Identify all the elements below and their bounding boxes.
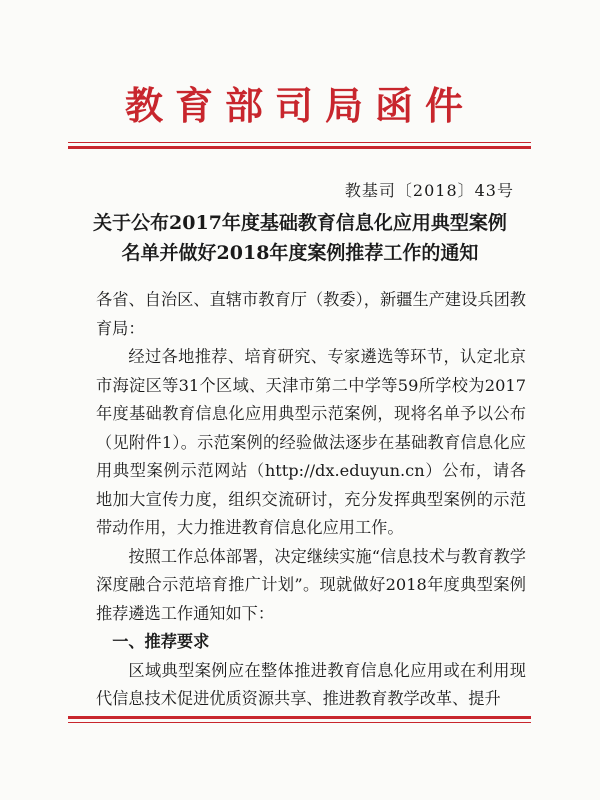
letterhead-rule-thin (68, 142, 531, 143)
letterhead-title: 教育部司局函件 (124, 83, 475, 128)
paragraph-2: 按照工作总体部署，决定继续实施“信息技术与教育教学深度融合示范培育推广计划”。现就做好2018年度典型案例推荐遴选工作通知如下： (96, 546, 526, 623)
paragraph-3: 区域典型案例应在整体推进教育信息化应用或在利用现代信息技术促进优质资源共享、推进教育教学改革、提升 (96, 660, 526, 708)
section-heading-1: 一、推荐要求 (112, 632, 210, 651)
document-number: 教基司〔2018〕43号 (344, 181, 514, 200)
document-title-line-2: 名单并做好2018年度案例推荐工作的通知 (121, 242, 479, 264)
document-body (96, 286, 526, 714)
paragraph-1: 经过各地推荐、培育研究、专家遴选等环节，认定北京市海淀区等31个区域、天津市第二中学等59所学校为2017年度基础教育信息化应用典型示范案例，现将名单予以公布（见附件1）。示范案例的经验做法逐步在基础教育信息化应用典型案例示范网站（http://dx.eduyun.cn）公布，请各地加大宣传力度，组织交流研讨，充分发挥典型案例的示范带动作用，大力推进教育信息化应用工作。 (96, 347, 526, 537)
footer-rule-thick (68, 716, 531, 719)
document-title-line-1: 关于公布2017年度基础教育信息化应用典型案例 (93, 212, 507, 234)
footer-rule-thin (68, 722, 531, 723)
salutation: 各省、自治区、直辖市教育厅（教委），新疆生产建设兵团教育局： (96, 290, 526, 338)
document-title (40, 208, 560, 268)
letterhead-rule-thick (68, 146, 531, 149)
